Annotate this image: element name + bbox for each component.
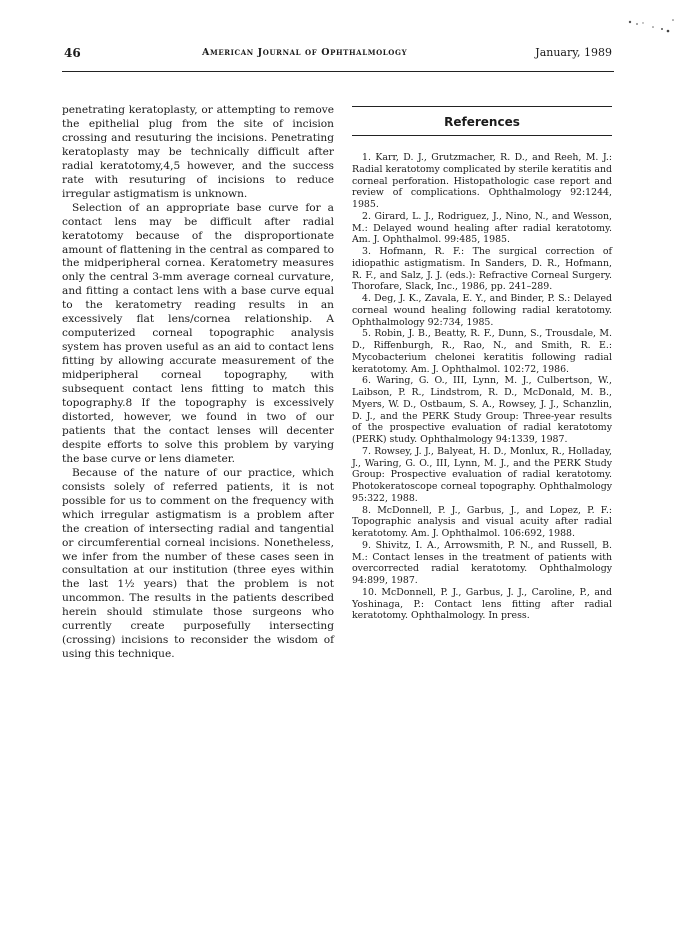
reference-text: McDonnell, P. J., Garbus, J., and Lopez, P. F.: Topographic analysis and visual acuity after radial keratotomy. Am. J. Ophthalmol. 106:692, 1988. (352, 504, 612, 539)
issue-date: January, 1989 (535, 46, 612, 59)
reference-text: Deg, J. K., Zavala, E. Y., and Binder, P. S.: Delayed corneal wound healing following radial keratotomy. Ophthalmology 92:734, 1985. (352, 293, 612, 328)
body-paragraph: penetrating keratoplasty, or attempting to remove the epithelial plug from the site of incision crossing and resuturing the incisions. Penetrating keratoplasty may be technically difficult after radial keratotomy,4,5 however, and the success rate with resuturing of incisions to reduce irregular astigmatism is unknown. (62, 104, 334, 200)
reference-item (352, 246, 612, 293)
reference-text: Karr, D. J., Grutzmacher, R. D., and Reeh, M. J.: Radial keratotomy complicated by sterile keratitis and corneal perforation. Histopathologic case report and review of complications. Ophthalmology 92:1244, 1985. (352, 152, 612, 210)
body-paragraph: Because of the nature of our practice, which consists solely of referred patients, it is not possible for us to comment on the frequency with which irregular astigmatism is a problem after the creation of intersecting radial and tangential or circumferential corneal incisions. Nonetheless, we infer from the number of these cases seen in consultation at our institution (three eyes within the last 1½ years) that the problem is not uncommon. The results in the patients described herein should stimulate those surgeons who currently create purposefully intersecting (crossing) incisions to reconsider the wisdom of using this technique. (62, 466, 334, 661)
reference-number: 9 . (362, 540, 376, 551)
body-paragraph: Selection of an appropriate base curve for a contact lens may be difficult after radial keratotomy because of the disproportionate amount of flattening in the central as compared to the midperipheral cornea. Keratometry measures only the central 3-mm average corneal curvature, and fitting a contact lens with a base curve equal to the keratometry reading results in an excessively flat lens/cornea relationship. A computerized corneal topographic analysis system has proven useful as an aid to contact lens fitting by allowing accurate measurement of the midperipheral corneal topography, with subsequent contact lens fitting to match this topography.8 If the topography is excessively distorted, however, we found in two of our patients that the contact lenses will decenter despite efforts to solve this problem by varying the base curve or lens diameter. (62, 201, 334, 465)
reference-item (352, 328, 612, 375)
reference-item (352, 587, 612, 622)
reference-item (352, 375, 612, 446)
reference-item (352, 505, 612, 540)
references-bottom-rule (352, 135, 612, 136)
reference-number: 7 . (362, 446, 374, 457)
reference-item (352, 446, 612, 505)
reference-number: 4 . (362, 293, 374, 304)
reference-text: Hofmann, R. F.: The surgical correction of idiopathic astigmatism. In Sanders, D. R., Hofmann, R. F., and Salz, J. J. (eds.): Refractive Corneal Surgery. Thorofare, Slack, Inc., 1986, pp. 241–289. (352, 246, 613, 293)
reference-list (352, 152, 612, 622)
reference-number: 2 . (362, 211, 375, 222)
reference-text: Girard, L. J., Rodriguez, J., Nino, N., and Wesson, M.: Delayed wound healing after radial keratotomy. Am. J. Ophthalmol. 99:485, 1985. (352, 210, 612, 246)
header-rule (62, 71, 614, 72)
reference-text: Shivitz, I. A., Arrowsmith, P. N., and Russell, B. M.: Contact lenses in the treatment of patients with overcorrected radial keratotomy. Ophthalmology 94:899, 1987. (352, 539, 612, 586)
reference-item (352, 152, 612, 211)
running-header (64, 46, 612, 66)
references-section (352, 106, 612, 622)
references-heading: References (444, 115, 520, 129)
reference-item (352, 211, 612, 246)
reference-number: 5 . (362, 328, 374, 339)
reference-text: McDonnell, P. J., Garbus, J. J., Caroline, P., and Yoshinaga, P.: Contact lens fitting after radial keratotomy. Ophthalmology. In press. (352, 586, 612, 622)
reference-number: 8 . (362, 505, 377, 516)
reference-number: 10 . (362, 587, 381, 598)
reference-text: Waring, G. O., III, Lynn, M. J., Culbertson, W., Laibson, P. R., Lindstrom, R. D., McDonald, M. B., Myers, W. D., Ostbaum, S. A., Rowsey, J. J., Schanzlin, D. J., and the PERK Study Group: Three-year results of the prospective evaluation of radial keratotomy (PERK) study. Ophthalmology 94:1339, 1987. (352, 375, 612, 445)
reference-number: 6 . (362, 375, 376, 386)
scan-speck-marks (626, 18, 676, 34)
body-text-column (62, 104, 334, 662)
reference-item (352, 540, 612, 587)
reference-text: Robin, J. B., Beatty, R. F., Dunn, S., Trousdale, M. D., Riffenburgh, R., Rao, N., and Smith, R. E.: Mycobacterium chelonei keratitis following radial keratotomy. Am. J. Ophthalmol. 102:72, 1986. (352, 328, 612, 375)
reference-item (352, 293, 612, 328)
page-number: 46 (64, 46, 81, 60)
reference-number: 1 . (362, 152, 375, 163)
journal-title: American Journal of Ophthalmology (202, 47, 408, 58)
reference-number: 3 . (362, 246, 379, 257)
reference-text: Rowsey, J. J., Balyeat, H. D., Monlux, R., Holladay, J., Waring, G. O., III, Lynn, M. J., and the PERK Study Group: Prospective evaluation of radial keratotomy. Photokeratoscope corneal topography. Ophthalmology 95:322, 1988. (352, 445, 612, 504)
